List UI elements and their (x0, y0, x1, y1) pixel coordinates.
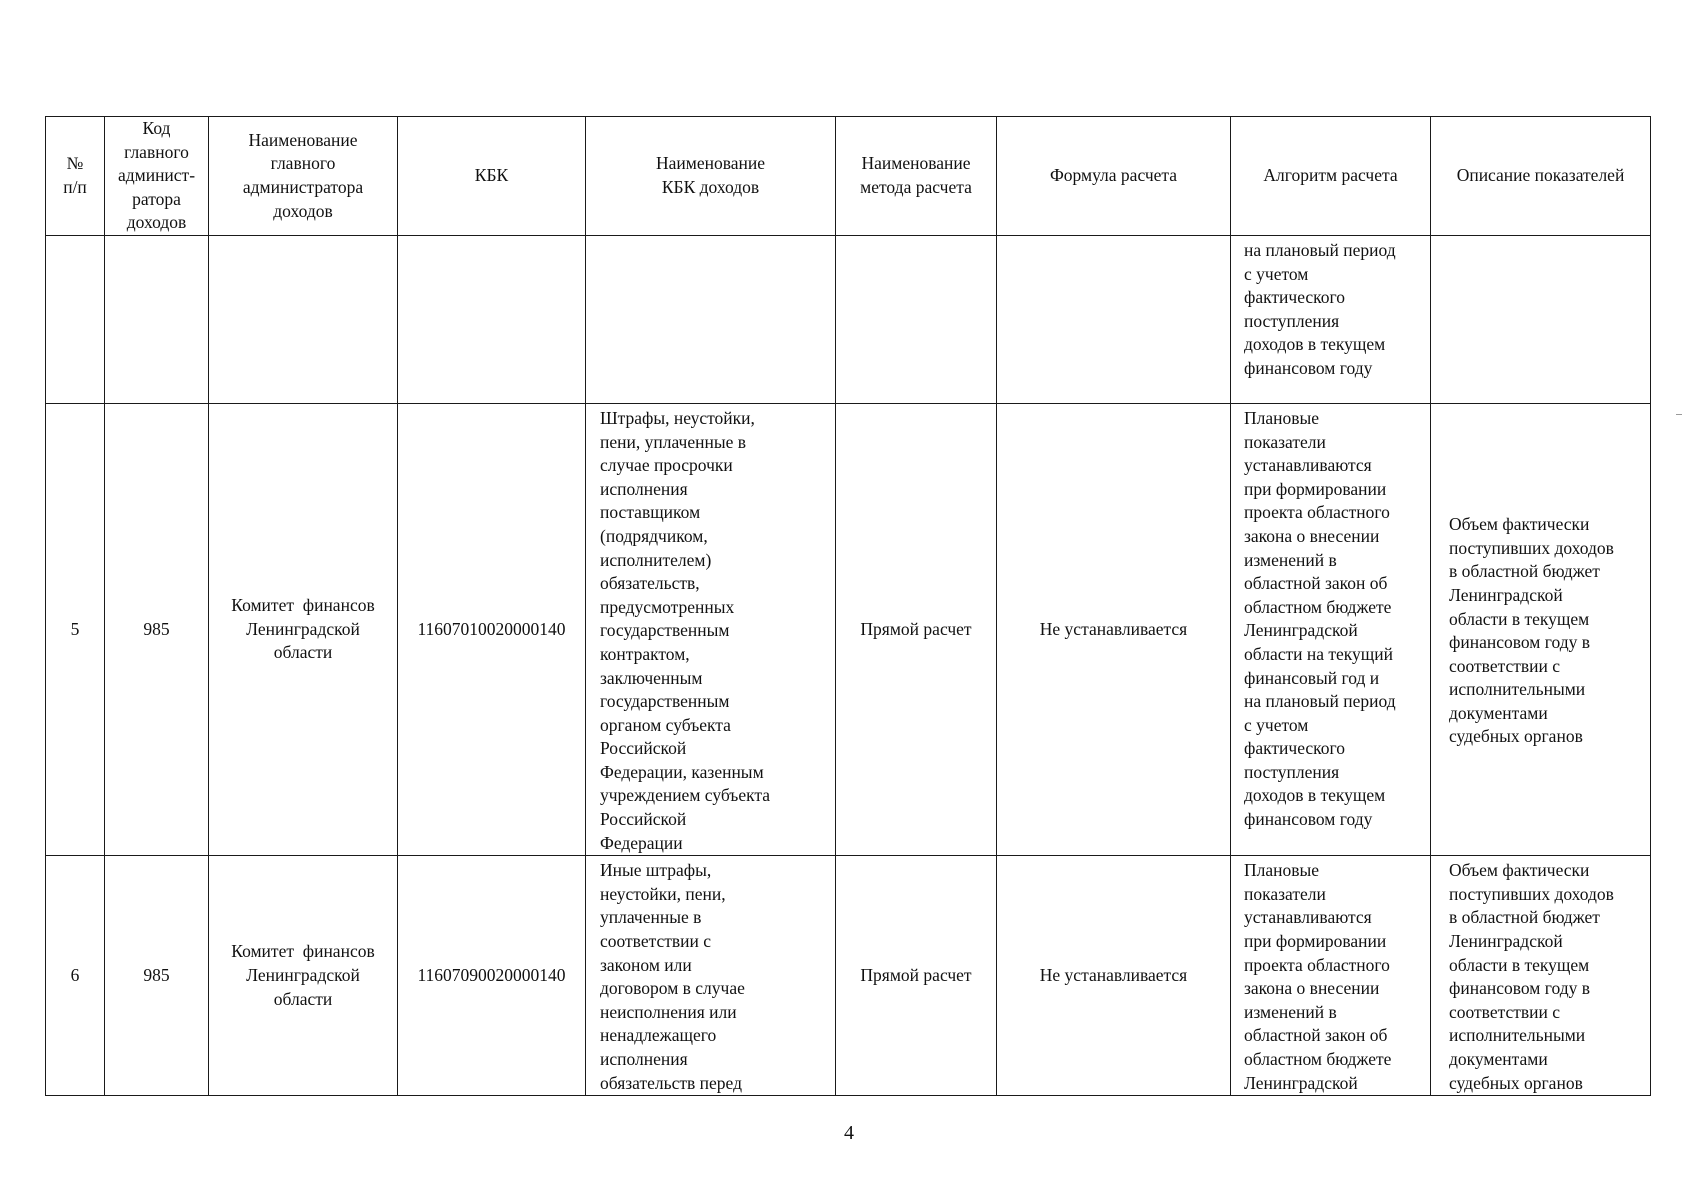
header-algorithm-text (1231, 164, 1430, 188)
kbk-name-text (600, 859, 829, 1095)
header-admin-name (209, 117, 398, 236)
text-line: главного (270, 153, 336, 174)
text-line: Плановые (1244, 860, 1320, 881)
text-line: администратора (242, 176, 364, 197)
header-kbk-name (586, 117, 836, 236)
text-line: Комитет финансов (231, 941, 375, 962)
text-line: финансовом году (1244, 357, 1373, 378)
text-line: Комитет финансов (231, 595, 375, 616)
text-line: Описание показателей (1456, 165, 1625, 186)
text-line: поступления (1244, 310, 1340, 331)
text-line: с учетом (1244, 714, 1309, 735)
cell-formula: Не устанавливается (997, 403, 1231, 855)
text-line: соответствии с (1449, 655, 1561, 676)
text-line: пени, уплаченные в (600, 431, 746, 452)
table-row (46, 856, 1651, 1096)
cell-algorithm (1231, 235, 1431, 403)
cell-kbk-name (586, 403, 836, 855)
cell-formula: Не устанавливается (997, 856, 1231, 1096)
text-line: Ленинградской (246, 964, 360, 985)
text-line: Ленинградской (1449, 931, 1563, 952)
text-line: уплаченные в (600, 907, 702, 928)
text-line: доходов в текущем (1244, 334, 1386, 355)
text-line: Ленинградской (1244, 620, 1358, 641)
header-admin-code (105, 117, 209, 236)
text-line: при формировании (1244, 931, 1387, 952)
cell-algorithm (1231, 403, 1431, 855)
text-line: финансовом году в (1449, 978, 1591, 999)
text-line: договором в случае (600, 978, 745, 999)
text-line: доходов (126, 212, 187, 233)
text-line: ратора (132, 188, 181, 209)
text-line: Наименование (248, 129, 358, 150)
text-line: КБК доходов (661, 176, 760, 197)
text-line: контрактом, (600, 643, 690, 664)
cell-admin-name (209, 403, 398, 855)
text-line: изменений в (1244, 1001, 1337, 1022)
description-text (1449, 859, 1644, 1095)
text-line: документами (1449, 1049, 1548, 1069)
text-line: с учетом (1244, 263, 1309, 284)
header-admin-code-text (105, 117, 208, 235)
text-line: предусмотренных (600, 596, 735, 617)
text-line: документами (1449, 702, 1548, 723)
text-line: областной закон об (1244, 573, 1388, 594)
text-line: (подрядчиком, (600, 525, 708, 546)
cell-num: 6 (46, 856, 105, 1096)
text-line: проекта областного (1244, 502, 1390, 523)
text-line: закона о внесении (1244, 978, 1380, 999)
text-line: обязательств перед (600, 1072, 742, 1093)
cell-kbk-name (586, 856, 836, 1096)
table-row (46, 403, 1651, 855)
text-line: Ленинградской (1244, 1072, 1358, 1093)
header-method-text (836, 152, 996, 199)
cell-kbk: 11607010020000140 (398, 403, 586, 855)
header-kbk (398, 117, 586, 236)
text-line: государственным (600, 691, 730, 712)
kbk-name-text (600, 407, 829, 855)
algorithm-text (1244, 859, 1424, 1095)
text-line: Российской (600, 809, 687, 830)
text-line: финансовый год и (1244, 667, 1380, 688)
text-line: исполнения (600, 478, 688, 499)
text-line: изменений в (1244, 549, 1337, 570)
text-line: заключенным (600, 667, 703, 688)
text-line: областном бюджете (1244, 596, 1392, 617)
text-line: устанавливаются (1244, 907, 1372, 928)
text-line: Штрафы, неустойки, (600, 407, 755, 428)
text-line: Ленинградской (246, 618, 360, 639)
cell-formula (997, 235, 1231, 403)
text-line: Ленинградской (1449, 584, 1563, 605)
header-formula-text (997, 164, 1230, 188)
text-line: показатели (1244, 883, 1326, 904)
algorithm-text (1244, 239, 1424, 381)
text-line: органом субъекта (600, 714, 731, 735)
admin-name-text (209, 594, 397, 665)
text-line: п/п (63, 176, 87, 197)
text-line: исполнения (600, 1049, 688, 1069)
text-line: Федерации (600, 832, 683, 853)
cell-kbk: 11607090020000140 (398, 856, 586, 1096)
text-line: поступивших доходов (1449, 883, 1614, 904)
header-method (836, 117, 997, 236)
cell-method: Прямой расчет (836, 403, 997, 855)
cell-kbk (398, 235, 586, 403)
text-line: Объем фактически (1449, 860, 1590, 881)
text-line: Алгоритм расчета (1263, 165, 1398, 186)
text-line: судебных органов (1449, 1072, 1583, 1093)
text-line: Российской (600, 738, 687, 759)
text-line: неустойки, пени, (600, 883, 726, 904)
admin-name-text (209, 940, 397, 1011)
text-line: обязательств, (600, 573, 700, 594)
cell-admin-code: 985 (105, 856, 209, 1096)
table-row-continuation (46, 235, 1651, 403)
text-line: Объем фактически (1449, 514, 1590, 535)
text-line: закона о внесении (1244, 525, 1380, 546)
text-line: проекта областного (1244, 954, 1390, 975)
table-body (46, 235, 1651, 1095)
text-line: случае просрочки (600, 455, 733, 476)
header-description (1431, 117, 1651, 236)
text-line: соответствии с (1449, 1001, 1561, 1022)
cell-algorithm (1231, 856, 1431, 1096)
text-line: областном бюджете (1244, 1049, 1392, 1069)
text-line: доходов (273, 200, 333, 221)
text-line: исполнительными (1449, 1025, 1586, 1046)
text-line: государственным (600, 620, 730, 641)
text-line: области в текущем (1449, 954, 1590, 975)
text-line: исполнителем) (600, 549, 712, 570)
margin-mark (1676, 414, 1682, 415)
text-line: соответствии с (600, 931, 712, 952)
cell-admin-name (209, 235, 398, 403)
revenue-methods-table (45, 116, 1651, 1096)
page-number: 4 (844, 1122, 854, 1144)
algorithm-text (1244, 407, 1424, 832)
text-line: доходов в текущем (1244, 785, 1386, 806)
text-line: показатели (1244, 431, 1326, 452)
cell-description (1431, 403, 1651, 855)
description-text (1449, 513, 1644, 749)
text-line: поступления (1244, 761, 1340, 782)
header-row (46, 117, 1651, 236)
cell-num (46, 235, 105, 403)
cell-description (1431, 856, 1651, 1096)
header-admin-name-text (209, 129, 397, 223)
text-line: области в текущем (1449, 608, 1590, 629)
cell-num: 5 (46, 403, 105, 855)
text-line: Формула расчета (1049, 165, 1178, 186)
text-line: в областной бюджет (1449, 561, 1600, 582)
text-line: главного (124, 141, 189, 162)
cell-description (1431, 235, 1651, 403)
cell-method: Прямой расчет (836, 856, 997, 1096)
table-header (46, 117, 1651, 236)
text-line: Наименование (655, 153, 766, 174)
text-line: на плановый период (1244, 239, 1396, 260)
text-line: поступивших доходов (1449, 537, 1614, 558)
text-line: исполнительными (1449, 679, 1586, 700)
header-num (46, 117, 105, 236)
text-line: учреждением субъекта (600, 785, 771, 806)
text-line: области (273, 642, 333, 663)
header-kbk-text (398, 164, 585, 188)
text-line: финансовом году (1244, 809, 1373, 830)
text-line: финансовом году в (1449, 632, 1591, 653)
text-line: метода расчета (860, 176, 972, 197)
header-formula (997, 117, 1231, 236)
text-line: админист- (117, 165, 196, 186)
text-line: Код (142, 118, 171, 138)
text-line: № (66, 153, 84, 174)
text-line: фактического (1244, 287, 1346, 308)
text-line: Наименование (861, 153, 971, 174)
header-num-text (46, 152, 104, 199)
text-line: Плановые (1244, 407, 1320, 428)
text-line: ненадлежащего (600, 1025, 717, 1046)
header-kbk-name-text (586, 152, 835, 199)
text-line: на плановый период (1244, 691, 1396, 712)
text-line: Федерации, казенным (600, 761, 764, 782)
text-line: области на текущий (1244, 643, 1394, 664)
cell-method (836, 235, 997, 403)
text-line: судебных органов (1449, 726, 1583, 747)
text-line: при формировании (1244, 478, 1387, 499)
header-description-text (1431, 164, 1650, 188)
text-line: устанавливаются (1244, 455, 1372, 476)
header-algorithm (1231, 117, 1431, 236)
text-line: поставщиком (600, 502, 701, 523)
cell-admin-code (105, 235, 209, 403)
text-line: Иные штрафы, (600, 860, 712, 881)
text-line: неисполнения или (600, 1001, 737, 1022)
text-line: КБК (474, 165, 509, 186)
cell-kbk-name (586, 235, 836, 403)
cell-admin-code: 985 (105, 403, 209, 855)
text-line: области (273, 988, 333, 1009)
cell-admin-name (209, 856, 398, 1096)
text-line: законом или (600, 954, 692, 975)
text-line: областной закон об (1244, 1025, 1388, 1046)
text-line: в областной бюджет (1449, 907, 1600, 928)
text-line: фактического (1244, 738, 1346, 759)
